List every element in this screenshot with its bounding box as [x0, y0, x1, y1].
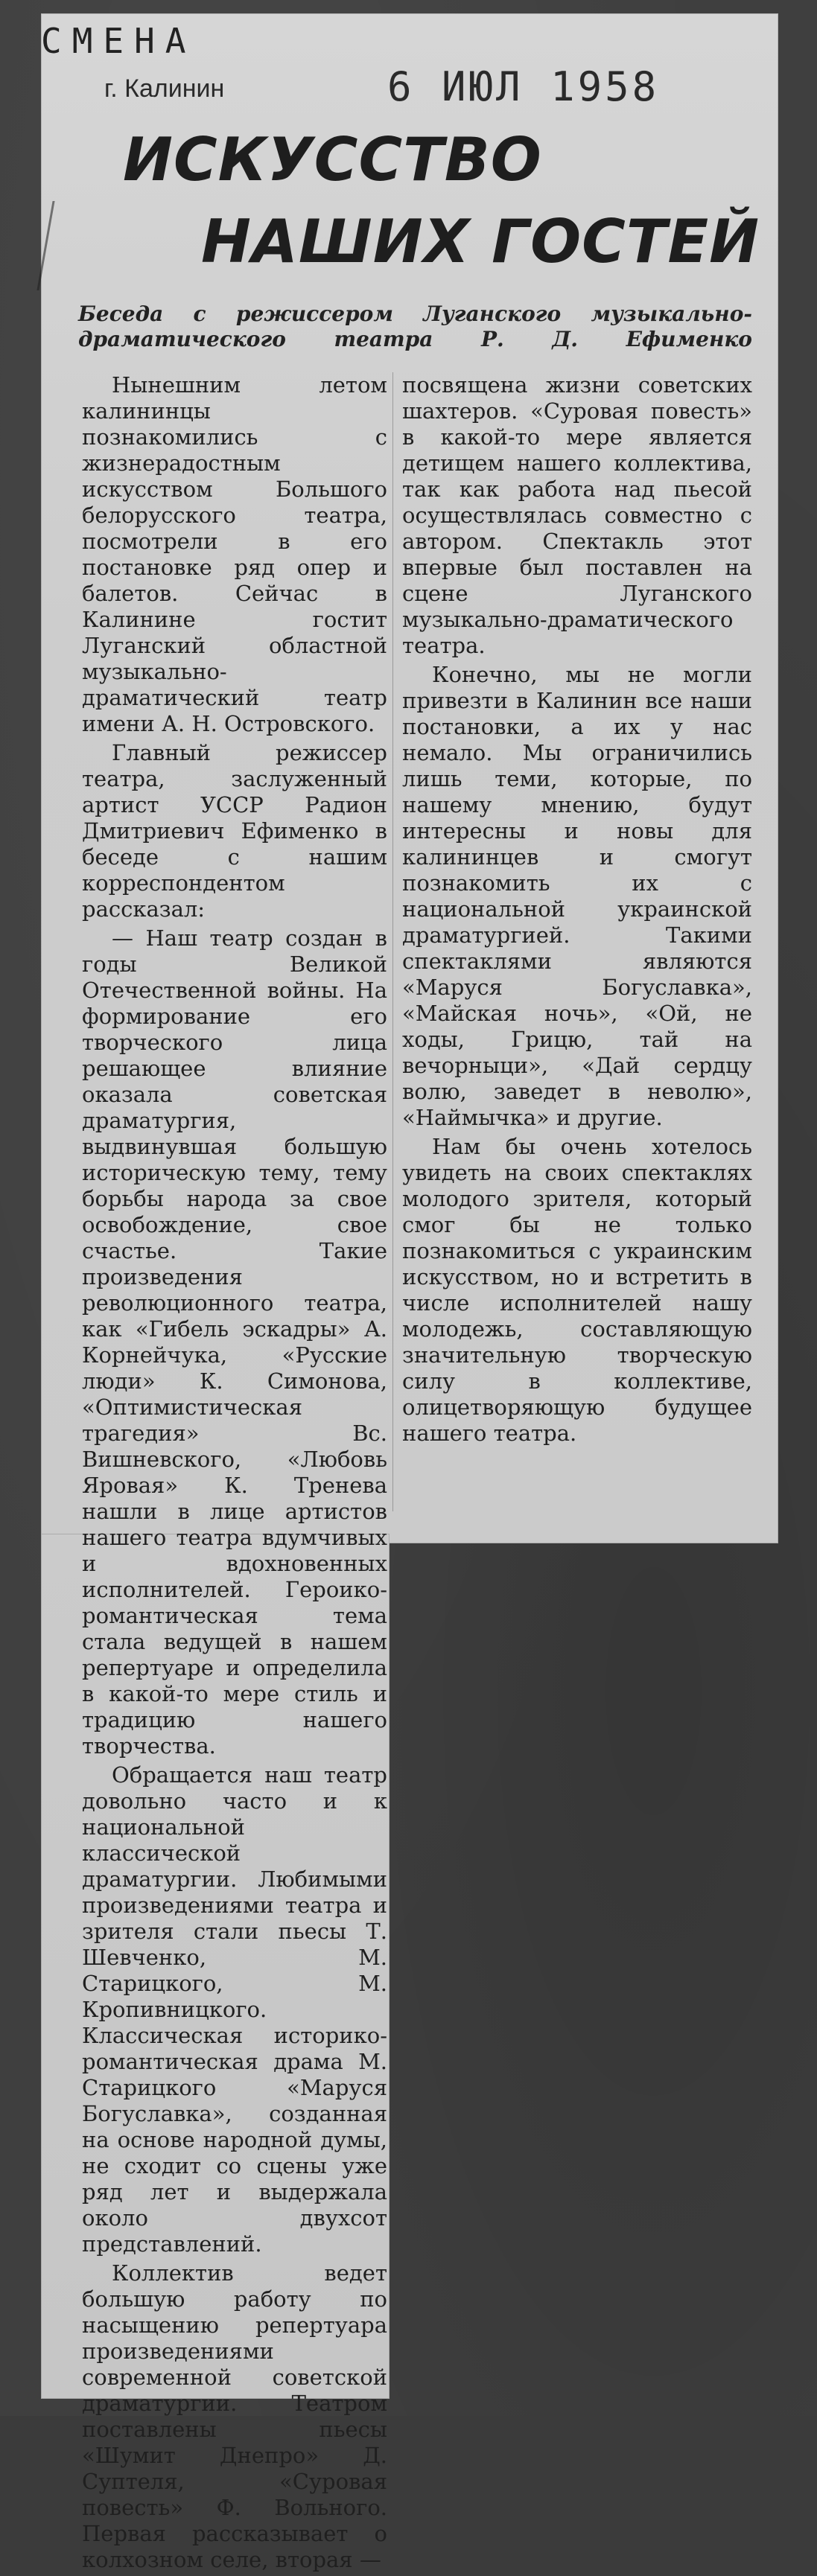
- paragraph: Главный режиссер театра, заслуженный артист УССР Радион Дмитриевич Ефименко в беседе с нашим корреспондентом рассказал:: [82, 740, 387, 922]
- headline-line-1: ИСКУССТВО: [123, 125, 542, 194]
- paragraph: Обращается наш театр довольно часто и к национальной классической драматургии. Любимыми произведениями театра и зрителя стали пьесы Т. Шевченко, М. Старицкого, М. Кропивницкого. Классическая историко-романтическая драма М. Старицкого «Маруся Богуславка», созданная на основе народной думы, не сходит со сцены уже ряд лет и выдержала около двухсот представлений.: [82, 1762, 387, 2257]
- paragraph: Конечно, мы не могли привезти в Калинин все наши постановки, а их у нас немало. Мы ограничились лишь теми, которые, по нашему мнению, будут интересны и новы для калининцев и смогут познакомить их с национальной украинской драматургией. Такими спектаклями являются «Маруся Богуславка», «Майская ночь», «Ой, не ходы, Грицю, тай на вечорныци», «Дай сердцу волю, заведет в неволю», «Наймычка» и другие.: [402, 662, 752, 1130]
- newspaper-masthead: СМЕНА: [41, 21, 197, 61]
- paragraph: Нам бы очень хотелось увидеть на своих спектаклях молодого зрителя, который смог бы не только познакомиться с украинским искусством, но и встретить в числе исполнителей нашу молодежь, составляющую значительную творческую силу в коллективе, олицетворяющую будущее нашего театра.: [402, 1134, 752, 1446]
- headline-line-2: НАШИХ ГОСТЕЙ: [201, 207, 760, 276]
- paragraph: — Наш театр создан в годы Великой Отечественной войны. На формирование его творческого лица решающее влияние оказала советская драматургия, выдвинувшая большую историческую тему, тему борьбы народа за свое освобождение, свое счастье. Такие произведения революционного театра, как «Гибель эскадры» А. Корнейчука, «Русские люди» К. Симонова, «Оптимистическая трагедия» Вс. Вишневского, «Любовь Яровая» К. Тренева нашли в лице артистов нашего театра вдумчивых и вдохновенных исполнителей. Героико-романтическая тема стала ведущей в нашем репертуаре и определила в какой-то мере стиль и традицию нашего творчества.: [82, 925, 387, 1759]
- paragraph: посвящена жизни советских шахтеров. «Суровая повесть» в какой-то мере является детищем нашего коллектива, так как работа над пьесой осуществлялась совместно с автором. Спектакль этот впервые был поставлен на сцене Луганского музыкально-драматического театра.: [402, 372, 752, 658]
- article-column-right: [402, 372, 752, 1450]
- date-stamp: 6 ИЮЛ 1958: [387, 63, 660, 110]
- article-column-left: [82, 372, 387, 2576]
- column-divider: [392, 372, 393, 1511]
- newspaper-city: г. Калинин: [104, 74, 225, 103]
- paragraph: Нынешним летом калининцы познакомились с жизнерадостным искусством Большого белорусского театра, посмотрели в его постановке ряд опер и балетов. Сейчас в Калинине гостит Луганский областной музыкально-драматический театр имени А. Н. Островского.: [82, 372, 387, 736]
- article-subheading: Беседа с режиссером Луганского музыкально-драматического театра Р. Д. Ефименко: [78, 302, 752, 351]
- paragraph: Коллектив ведет большую работу по насыщению репертуара произведениями современной советской драматургии. Театром поставлены пьесы «Шумит Днепро» Д. Суптеля, «Суровая повесть» Ф. Вольного. Первая рассказывает о колхозном селе, вторая —: [82, 2260, 387, 2572]
